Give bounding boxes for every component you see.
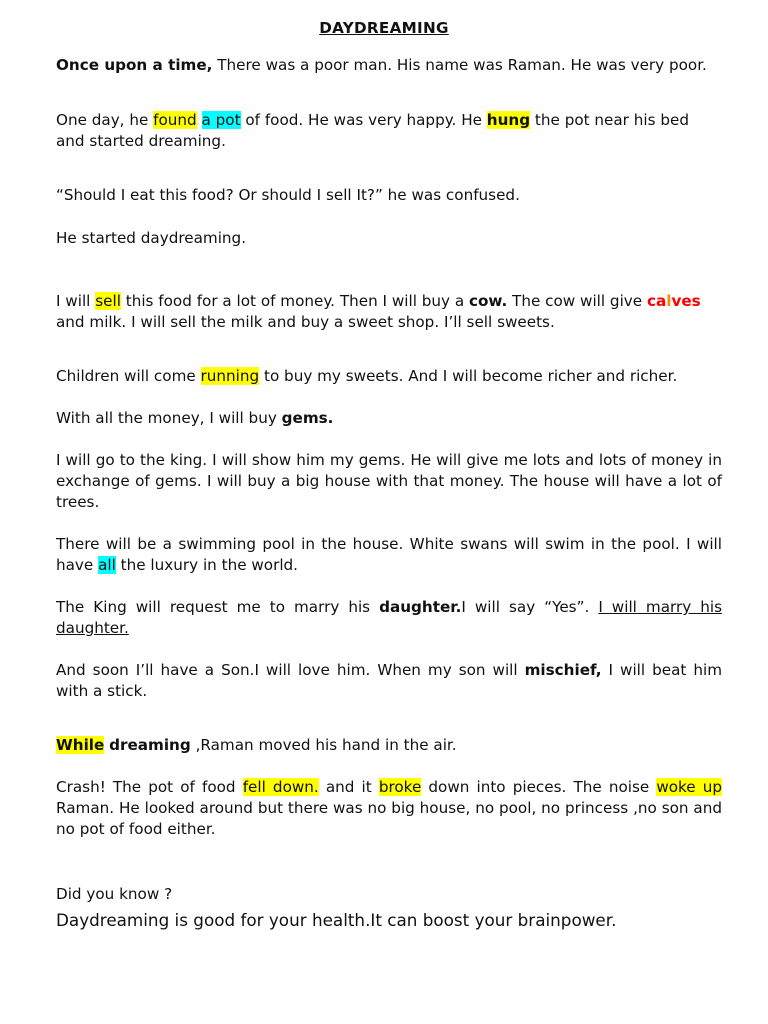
word-dreaming: dreaming [109, 736, 191, 754]
word-mischief: mischief, [524, 661, 602, 679]
paragraph-fact: Daydreaming is good for your health.It can boost your brainpower. [56, 910, 617, 930]
word-calves-part3: ves [671, 292, 701, 310]
word-cow: cow. [468, 292, 508, 310]
paragraph-king: I will go to the king. I will show him my gems. He will give me lots and lots of money in exchange of gems. I will buy a big house with that money. The house will have a lot of trees. [56, 451, 722, 511]
text-run: I will say “Yes”. [461, 598, 599, 616]
text-run: Crash! The pot of food [56, 778, 243, 796]
paragraph-children [56, 366, 722, 387]
text-run: There was a poor man. His name was Raman. He was very poor. [212, 56, 707, 74]
paragraph-did-you-know: Did you know ? [56, 885, 173, 903]
highlight-all: all [98, 556, 116, 574]
word-daughter: daughter. [379, 598, 462, 616]
highlight-broke: broke [378, 778, 422, 796]
text-run: One day, he [56, 111, 154, 129]
highlight-found: found [153, 111, 197, 129]
text-run: down into pieces. The noise [421, 778, 657, 796]
highlight-hung: hung [486, 111, 531, 129]
underlined-marry-daughter: I will marry his daughter. [56, 598, 722, 637]
text-run: the luxury in the world. [115, 556, 299, 574]
paragraph-question: “Should I eat this food? Or should I sell It?” he was confused. [56, 186, 520, 204]
text-run: I will [56, 292, 96, 310]
paragraph-sell-food [56, 291, 722, 333]
word-gems: gems. [281, 409, 334, 427]
text-run: of food. He was very happy. He [240, 111, 487, 129]
paragraph-crash [56, 777, 722, 840]
text-run: The cow will give [507, 292, 647, 310]
text-run: Children will come [56, 367, 201, 385]
text-run: and it [318, 778, 379, 796]
highlight-a-pot: a pot [201, 111, 241, 129]
text-run: this food for a lot of money. Then I will buy a [120, 292, 469, 310]
text-run: The King will request me to marry his [56, 598, 380, 616]
highlight-sell: sell [95, 292, 121, 310]
paragraph-swimming-pool [56, 534, 722, 576]
text-run: I will beat him with a stick. [56, 661, 722, 700]
text-run: Raman. He looked around but there was no big house, no pool, no princess ,no son and no pot of food either. [56, 799, 722, 838]
paragraph-gems [56, 408, 722, 429]
paragraph-son [56, 660, 722, 702]
phrase-once-upon-a-time: Once upon a time, [56, 56, 213, 74]
document-title: DAYDREAMING [319, 19, 449, 37]
text-run: There will be a swimming pool in the house. White swans will swim in the pool. I will have [56, 535, 722, 574]
text-run: With all the money, I will buy [56, 409, 282, 427]
text-run: And soon I’ll have a Son.I will love him. When my son will [56, 661, 525, 679]
text-run [197, 111, 202, 129]
paragraph-found-pot [56, 110, 722, 152]
paragraph-intro [56, 55, 722, 76]
highlight-woke-up: woke up [656, 778, 723, 796]
text-run: ,Raman moved his hand in the air. [190, 736, 457, 754]
text-run: and milk. I will sell the milk and buy a sweet shop. I’ll sell sweets. [56, 313, 555, 331]
text-run: to buy my sweets. And I will become richer and richer. [259, 367, 678, 385]
highlight-fell-down: fell down. [242, 778, 319, 796]
paragraph-started-daydreaming: He started daydreaming. [56, 229, 247, 247]
paragraph-marry [56, 597, 722, 639]
paragraph-while-dreaming [56, 735, 722, 756]
word-calves-part2: l [666, 292, 672, 310]
text-run: the pot near his bed and started dreaming. [56, 111, 689, 150]
word-calves-part1: ca [646, 292, 667, 310]
highlight-while: While [56, 736, 105, 754]
highlight-running: running [200, 367, 260, 385]
